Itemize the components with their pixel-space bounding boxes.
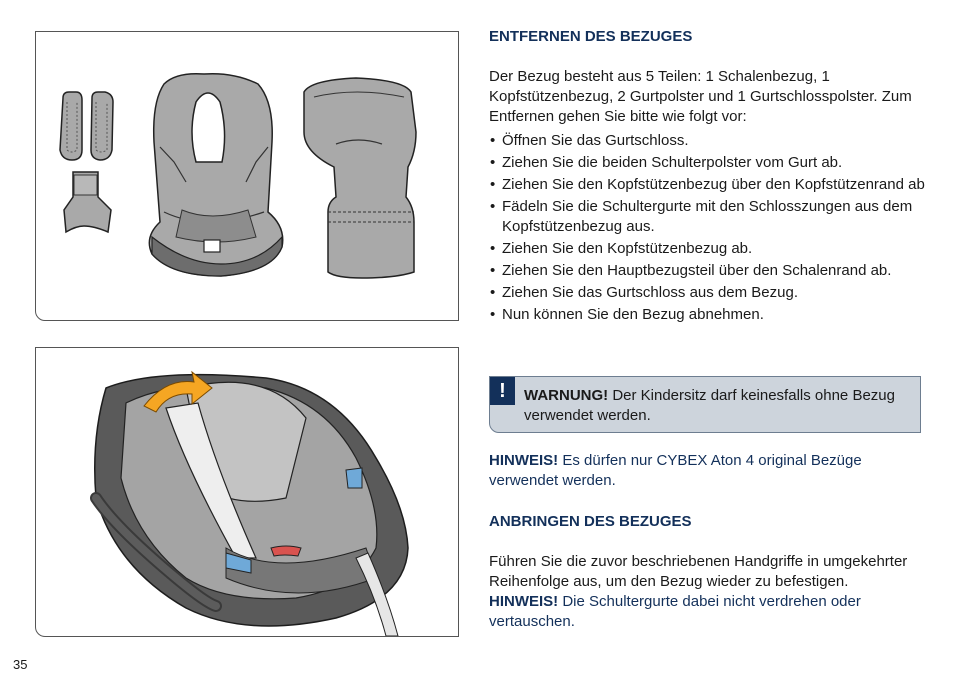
shoulder-pad-right [91, 92, 113, 160]
list-item: • Ziehen Sie den Hauptbezugsteil über den Schalenrand ab. [489, 261, 929, 281]
shell-cover [149, 74, 282, 276]
buckle-pad [64, 172, 111, 232]
headrest-cover [304, 78, 416, 278]
note-straps [489, 592, 929, 632]
note-original-covers [489, 451, 929, 491]
list-item: • Ziehen Sie das Gurtschloss aus dem Bezug. [489, 283, 929, 303]
cover-parts-illustration [36, 32, 458, 320]
warning-icon: ! [490, 377, 515, 405]
warning-text [524, 386, 909, 426]
remove-steps-list [489, 131, 929, 325]
warning-box [489, 376, 921, 433]
seat-shell [95, 375, 408, 636]
note-label: HINWEIS! [489, 452, 559, 469]
remove-section [489, 27, 929, 327]
cover-parts-figure [35, 31, 459, 321]
attach-intro: Führen Sie die zuvor beschriebenen Handgriffe in umgekehrter Reihenfolge aus, um den Bezug wieder zu befestigen. [489, 553, 908, 590]
list-item: • Ziehen Sie die beiden Schulterpolster vom Gurt ab. [489, 153, 929, 173]
list-item: • Öffnen Sie das Gurtschloss. [489, 131, 929, 151]
remove-cover-figure [35, 347, 459, 637]
remove-intro: Der Bezug besteht aus 5 Teilen: 1 Schalenbezug, 1 Kopfstützenbezug, 2 Gurtpolster und 1 Gurtschlosspolster. Zum Entfernen gehen Sie bitte wie folgt vor: [489, 68, 912, 125]
list-item: • Ziehen Sie den Kopfstützenbezug über den Kopfstützenrand ab [489, 175, 929, 195]
list-item: • Nun können Sie den Bezug abnehmen. [489, 305, 929, 325]
shoulder-pad-left [60, 92, 82, 160]
note-label: HINWEIS! [489, 593, 559, 610]
attach-heading: ANBRINGEN DES BEZUGES [489, 513, 692, 530]
warning-body: Der Kindersitz darf keinesfalls ohne Bezug verwendet werden. [524, 387, 895, 424]
list-item: • Ziehen Sie den Kopfstützenbezug ab. [489, 239, 929, 259]
remove-heading: ENTFERNEN DES BEZUGES [489, 28, 693, 45]
note-body: Die Schultergurte dabei nicht verdrehen oder vertauschen. [489, 593, 861, 630]
page-number: 35 [13, 657, 28, 672]
note-body: Es dürfen nur CYBEX Aton 4 original Bezüge verwendet werden. [489, 452, 862, 489]
remove-cover-illustration [36, 348, 458, 636]
attach-section [489, 512, 929, 632]
list-item: • Fädeln Sie die Schultergurte mit den Schlosszungen aus dem Kopfstützenbezug aus. [489, 197, 929, 237]
warning-label: WARNUNG! [524, 387, 609, 404]
